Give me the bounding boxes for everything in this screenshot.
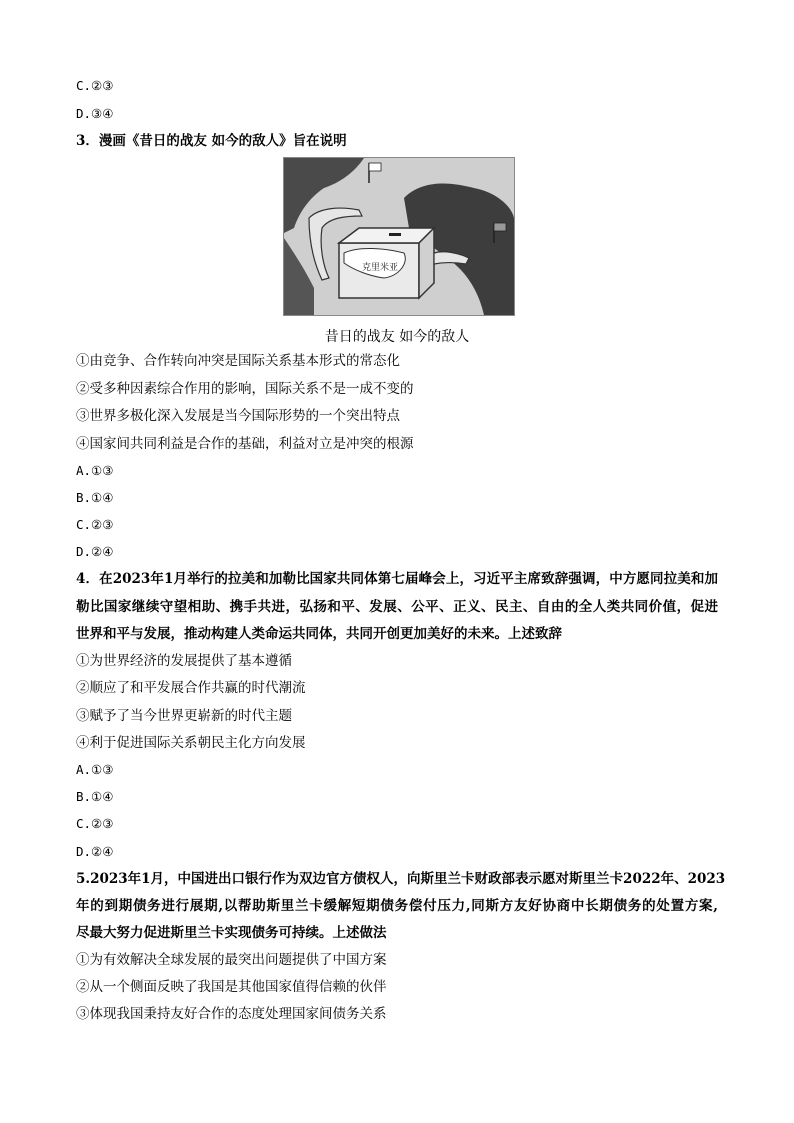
q3-item-2: ②受多种因素综合作用的影响，国际关系不是一成不变的 [76, 381, 414, 397]
q4-option-a: A.①③ [76, 762, 114, 777]
q4-stem-line-2: 勒比国家继续守望相助、携手共进，弘扬和平、发展、公平、正义、民主、自由的全人类共同价值，促进 [76, 599, 718, 615]
cartoon-image [283, 157, 515, 316]
q4-item-2: ②顺应了和平发展合作共赢的时代潮流 [76, 680, 306, 696]
q3-item-1: ①由竞争、合作转向冲突是国际关系基本形式的常态化 [76, 353, 400, 369]
q4-item-1: ①为世界经济的发展提供了基本遵循 [76, 653, 292, 669]
q4-stem-line-3: 世界和平与发展，推动构建人类命运共同体，共同开创更加美好的未来。上述致辞 [76, 626, 562, 642]
q3-option-a: A.①③ [76, 463, 114, 478]
q5-stem-line-2: 年的到期债务进行展期,以帮助斯里兰卡缓解短期债务偿付压力,同斯方友好协商中长期债务的处置方案, [76, 898, 718, 914]
q2-option-d: D.③④ [76, 106, 114, 121]
q4-item-3: ③赋予了当今世界更崭新的时代主题 [76, 708, 292, 724]
q5-stem-line-3: 尽最大努力促进斯里兰卡实现债务可持续。上述做法 [76, 925, 387, 941]
q5-item-3: ③体现我国秉持友好合作的态度处理国家间债务关系 [76, 1006, 387, 1022]
q4-option-c: C.②③ [76, 816, 114, 831]
q3-option-c: C.②③ [76, 517, 114, 532]
cartoon-caption: 昔日的战友 如今的敌人 [324, 329, 470, 345]
q4-option-b: B.①④ [76, 789, 114, 804]
q5-stem-line-1: 5.2023年1月，中国进出口银行作为双边官方债权人，向斯里兰卡财政部表示愿对斯里兰卡2022年、2023 [76, 871, 726, 887]
q3-option-d: D.②④ [76, 544, 114, 559]
q4-item-4: ④利于促进国际关系朝民主化方向发展 [76, 735, 306, 751]
q2-option-c: C.②③ [76, 78, 114, 93]
q5-item-1: ①为有效解决全球发展的最突出问题提供了中国方案 [76, 952, 387, 968]
q4-option-d: D.②④ [76, 844, 114, 859]
q3-item-4: ④国家间共同利益是合作的基础，利益对立是冲突的根源 [76, 436, 414, 452]
q5-item-2: ②从一个侧面反映了我国是其他国家值得信赖的伙伴 [76, 979, 387, 995]
q3-option-b: B.①④ [76, 490, 114, 505]
q4-stem-line-1: 4．在2023年1月举行的拉美和加勒比国家共同体第七届峰会上，习近平主席致辞强调，中方愿同拉美和加 [76, 571, 718, 587]
cartoon-label: 克里米亚 [362, 263, 399, 273]
q3-item-3: ③世界多极化深入发展是当今国际形势的一个突出特点 [76, 408, 400, 424]
q3-stem: 3．漫画《昔日的战友 如今的敌人》旨在说明 [76, 133, 347, 149]
